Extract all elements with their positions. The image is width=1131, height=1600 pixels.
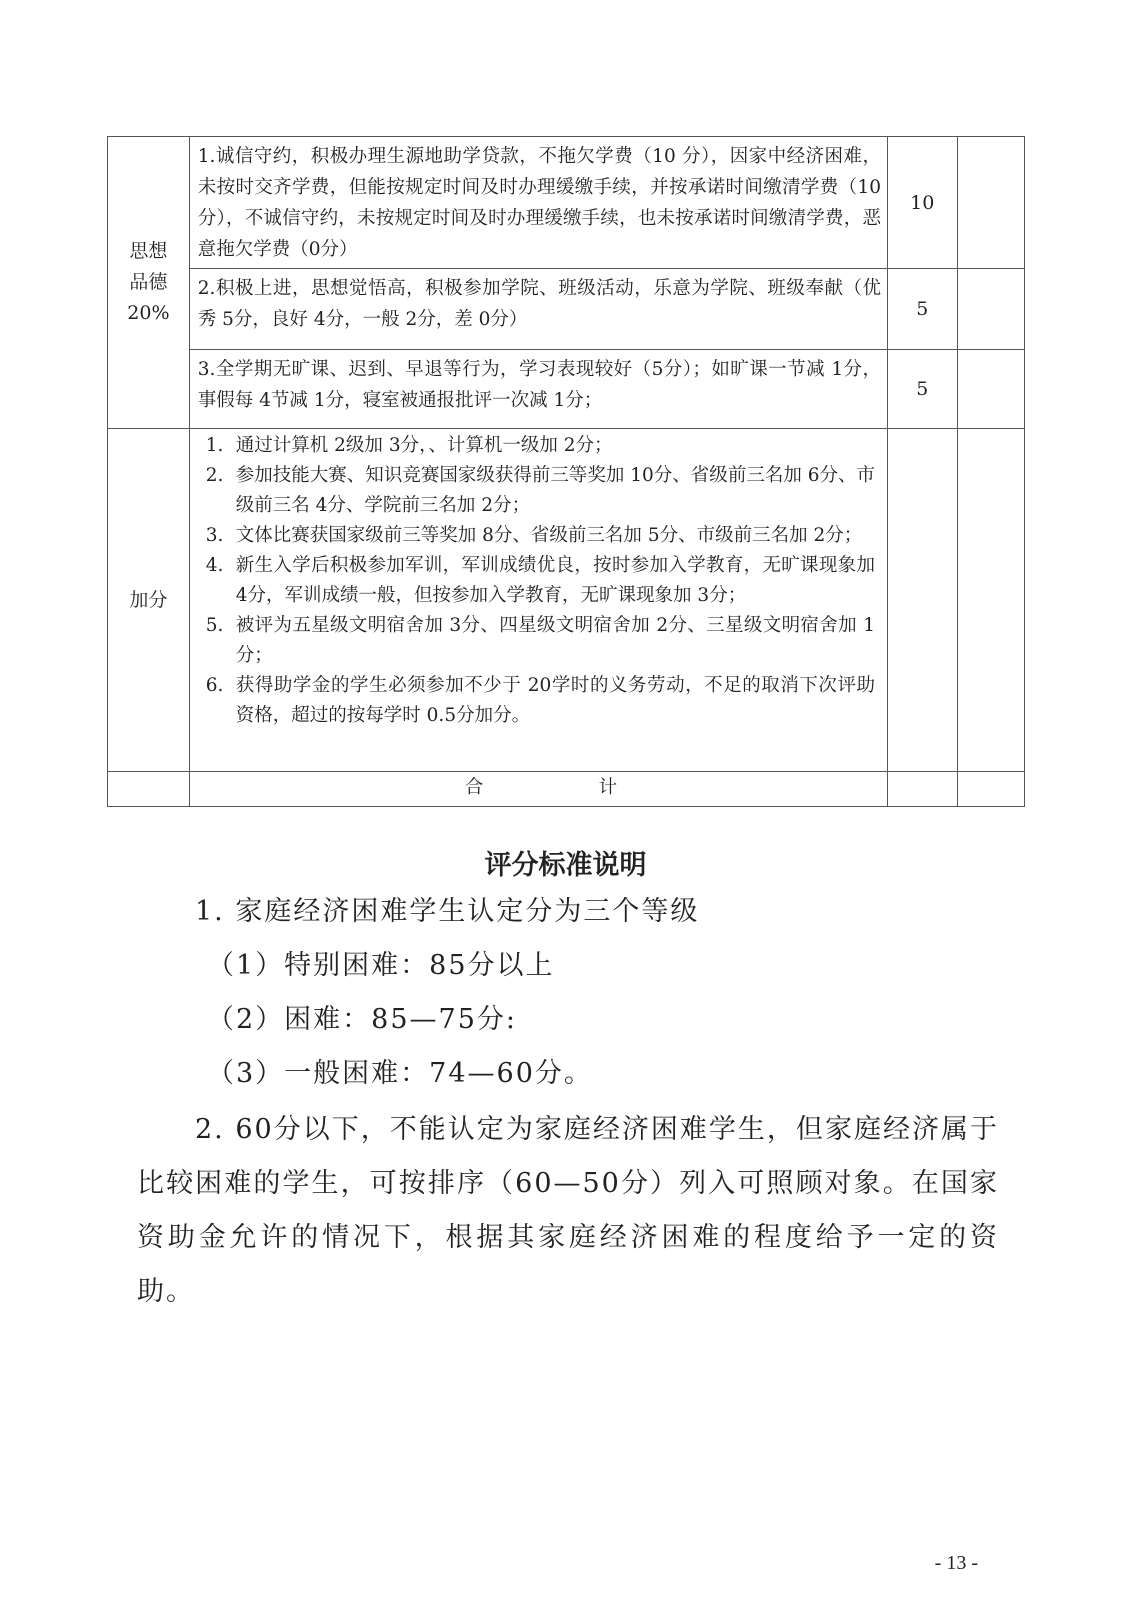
category-line: 20% bbox=[127, 302, 170, 324]
explanation-list bbox=[137, 885, 999, 1101]
scoring-table bbox=[107, 136, 1025, 807]
blank-cell bbox=[957, 772, 1024, 807]
category-line: 品德 bbox=[129, 271, 168, 293]
table-row bbox=[108, 269, 1025, 350]
criterion-score: 5 bbox=[888, 269, 958, 350]
category-moral bbox=[108, 137, 190, 429]
table-row bbox=[108, 137, 1025, 269]
blank-cell bbox=[957, 350, 1024, 429]
list-item: 1. 通过计算机 2级加 3分，、计算机一级加 2分； bbox=[205, 435, 613, 456]
list-item: 6. 获得助学金的学生必须参加不少于 20学时的义务劳动，不足的取消下次评助资格，超过的按每学时 0.5分加分。 bbox=[205, 675, 875, 726]
blank-cell bbox=[888, 772, 958, 807]
criterion-text: 1.诚信守约，积极办理生源地助学贷款，不拖欠学费（10 分），因家中经济困难，未按时交齐学费，但能按规定时间及时办理缓缴手续，并按承诺时间缴清学费（10 分），不诚信守约，未按规定时间及时办理缓缴手续，也未按承诺时间缴清学费，恶意拖欠学费（0分） bbox=[189, 137, 887, 269]
criterion-score: 5 bbox=[888, 350, 958, 429]
criterion-text: 3.全学期无旷课、迟到、早退等行为，学习表现较好（5分）；如旷课一节减 1分，事假每 4节减 1分，寝室被通报批评一次减 1分； bbox=[189, 350, 887, 429]
paragraph: 1. 家庭经济困难学生认定分为三个等级 bbox=[195, 896, 700, 927]
total-label-left: 合 bbox=[464, 777, 484, 798]
level-item: （2）困难：85—75分: bbox=[207, 1004, 517, 1035]
section-title: 评分标准说明 bbox=[484, 850, 647, 881]
blank-cell bbox=[957, 429, 1024, 772]
list-item: 5. 被评为五星级文明宿舍加 3分、四星级文明宿舍加 2分、三星级文明宿舍加 1分； bbox=[205, 615, 875, 666]
criterion-score: 10 bbox=[888, 137, 958, 269]
blank-cell bbox=[957, 269, 1024, 350]
category-bonus: 加分 bbox=[108, 429, 190, 772]
bonus-list bbox=[198, 431, 881, 731]
level-item: （1）特别困难：85分以上 bbox=[207, 950, 555, 981]
list-item: 4. 新生入学后积极参加军训，军训成绩优良，按时参加入学教育，无旷课现象加 4分，军训成绩一般，但按参加入学教育，无旷课现象加 3分； bbox=[205, 555, 875, 606]
bonus-list-cell bbox=[189, 429, 887, 772]
total-label-right: 计 bbox=[598, 777, 617, 798]
category-line: 思想 bbox=[129, 240, 168, 262]
paragraph: 2. 60分以下，不能认定为家庭经济困难学生，但家庭经济属于比较困难的学生，可按排序（60—50分）列入可照顾对象。在国家资助金允许的情况下，根据其家庭经济困难的程度给予一定的资助。 bbox=[137, 1114, 999, 1307]
blank-cell bbox=[957, 137, 1024, 269]
blank-cell bbox=[108, 772, 190, 807]
table-row bbox=[108, 350, 1025, 429]
page-number: - 13 - bbox=[934, 1552, 978, 1574]
criterion-text: 2.积极上进，思想觉悟高，积极参加学院、班级活动，乐意为学院、班级奉献（优秀 5分，良好 4分，一般 2分，差 0分） bbox=[189, 269, 887, 350]
total-row bbox=[108, 772, 1025, 807]
total-label-cell bbox=[189, 772, 887, 807]
level-item: （3）一般困难：74—60分。 bbox=[207, 1058, 593, 1089]
table-row bbox=[108, 429, 1025, 772]
list-item: 2. 参加技能大赛、知识竞赛国家级获得前三等奖加 10分、省级前三名加 6分、市级前三名 4分、学院前三名加 2分； bbox=[205, 465, 875, 516]
list-item: 3. 文体比赛获国家级前三等奖加 8分、省级前三名加 5分、市级前三名加 2分； bbox=[205, 525, 863, 546]
blank-cell bbox=[888, 429, 958, 772]
